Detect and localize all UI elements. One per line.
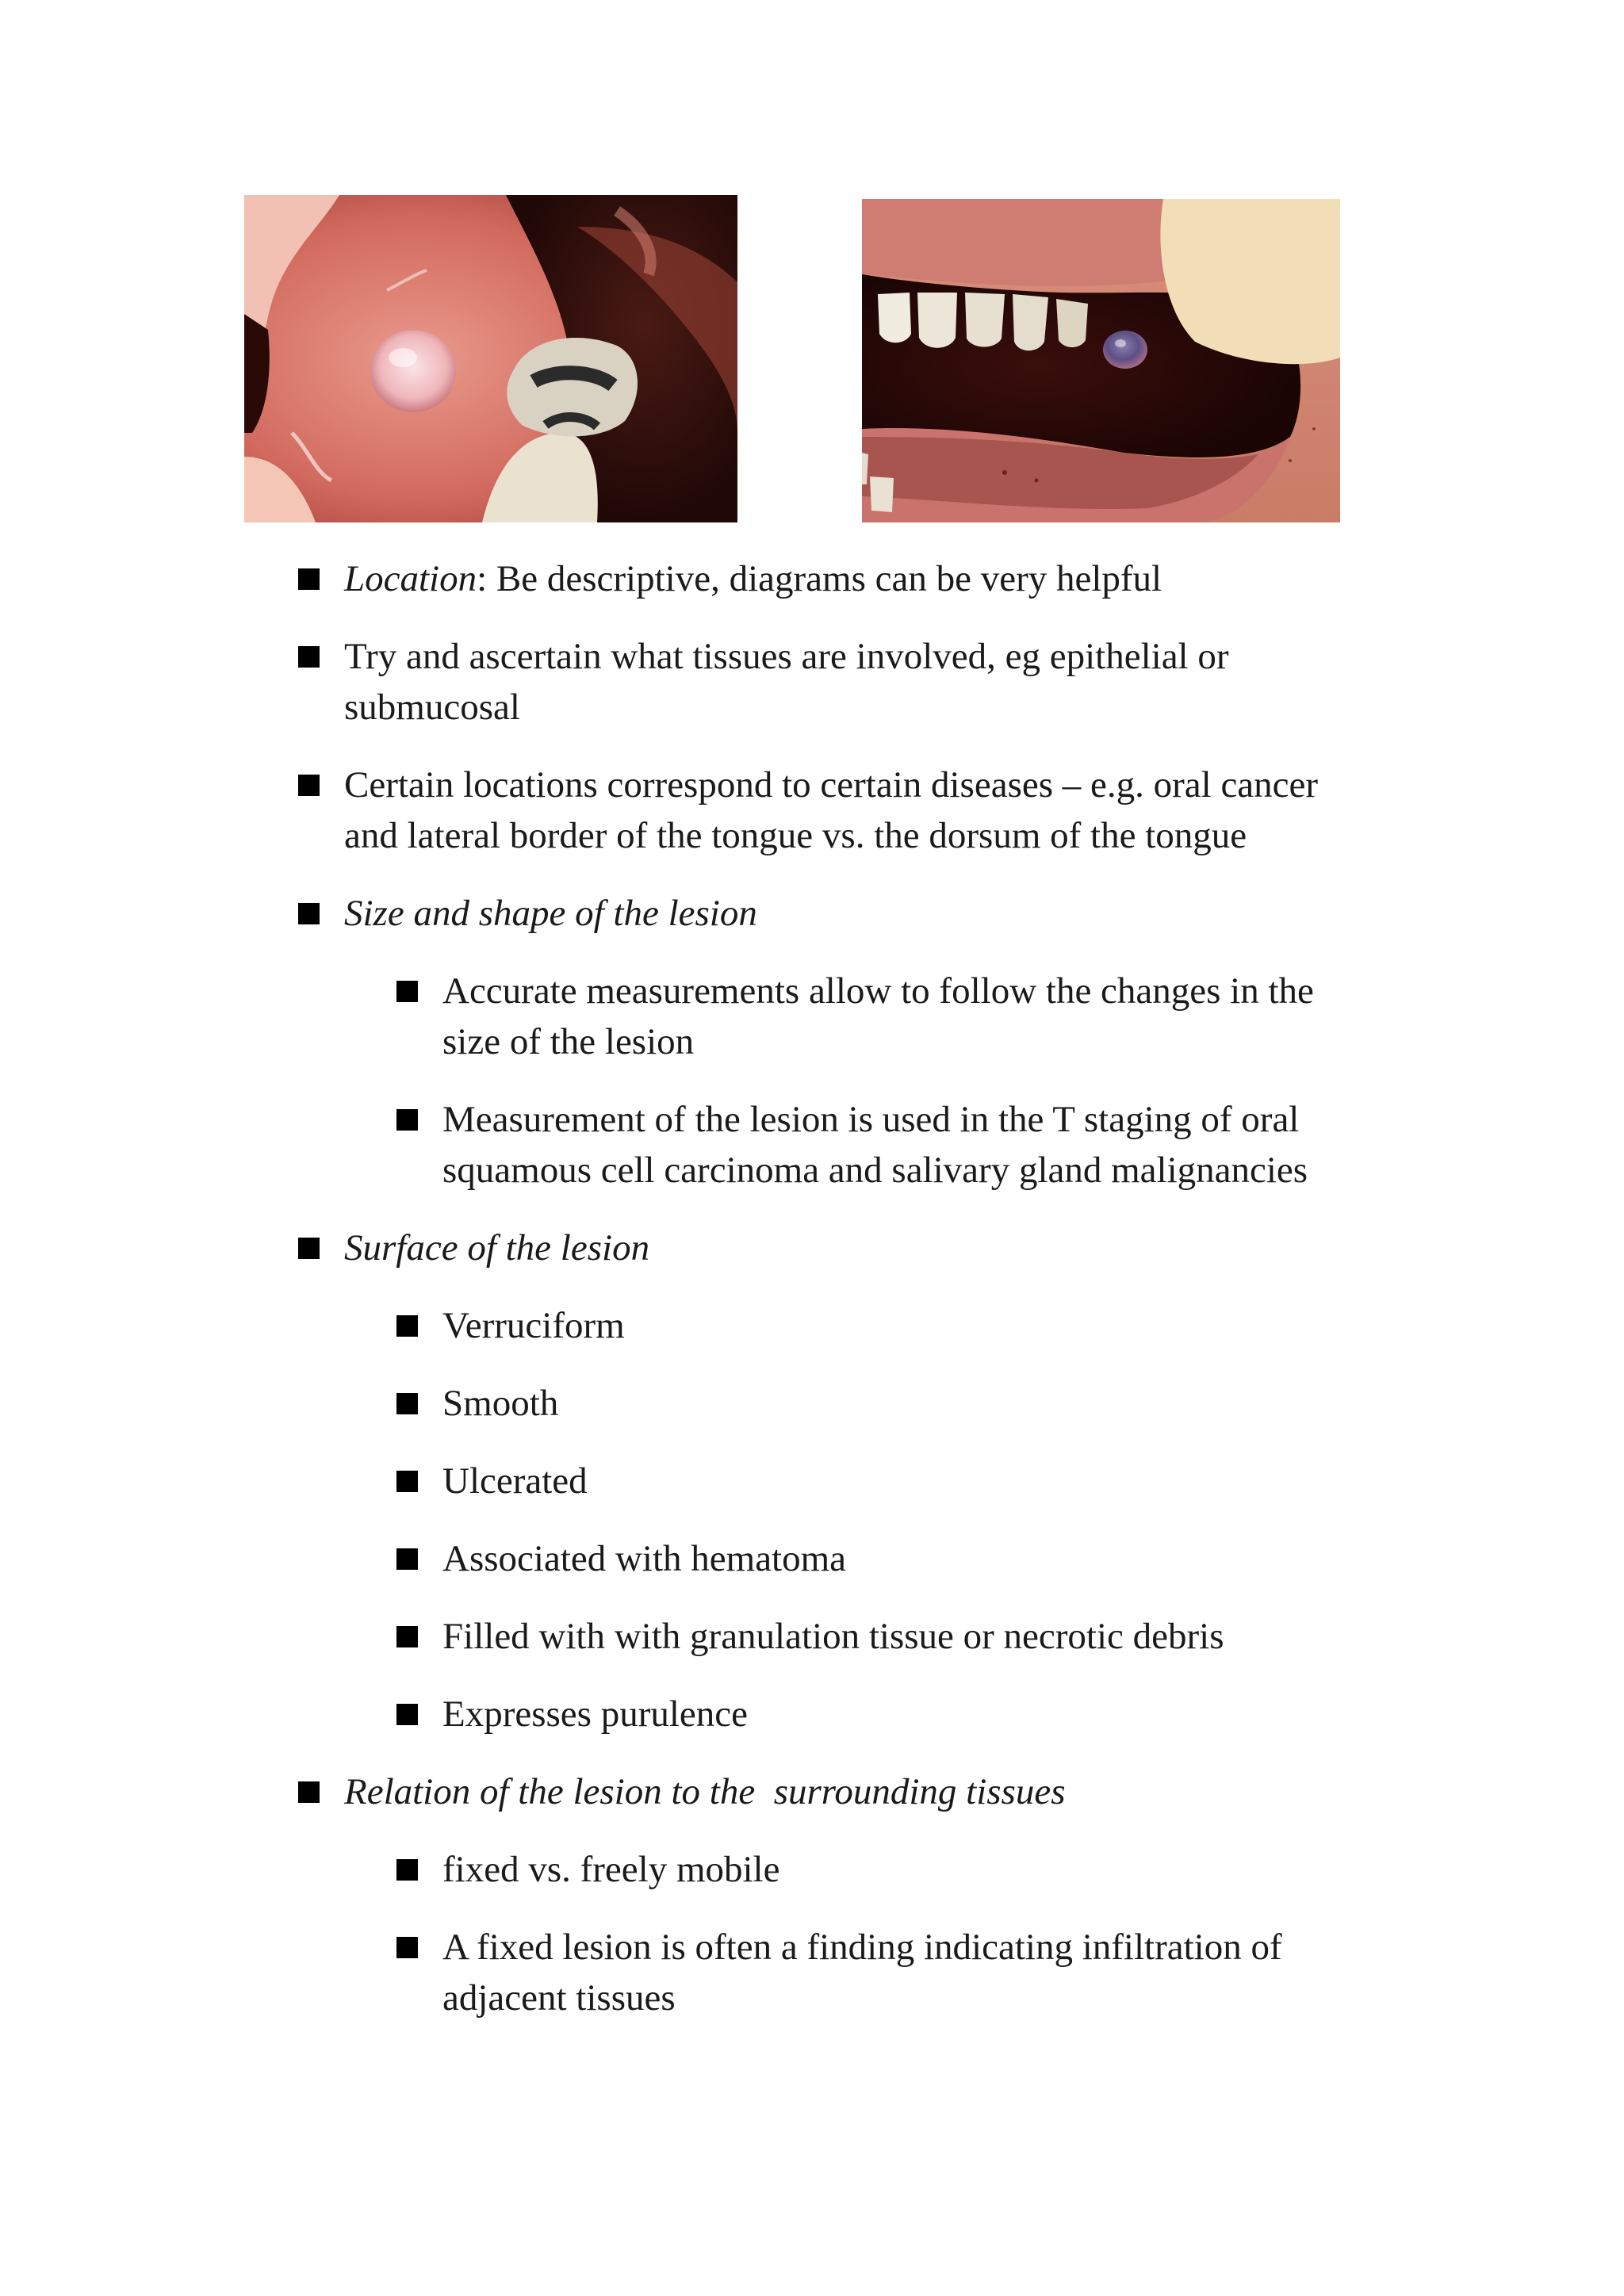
list-subitem (293, 1300, 1372, 1351)
square-bullet-icon (396, 1315, 418, 1337)
item-heading: Size and shape of the lesion (344, 893, 757, 934)
item-text: : Be descriptive, diagrams can be very helpful (477, 558, 1162, 599)
square-bullet-icon (298, 775, 320, 796)
list-subitem (293, 1844, 1372, 1895)
square-bullet-icon (396, 981, 418, 1002)
bullet-list (293, 553, 1372, 2050)
list-subitem (293, 1533, 1372, 1584)
list-subitem (293, 1922, 1372, 2023)
square-bullet-icon (396, 1626, 418, 1647)
item-text: Verruciform (442, 1305, 625, 1346)
list-subitem (293, 1378, 1372, 1429)
item-text: A fixed lesion is often a finding indicating infiltration of adjacent tissues (442, 1927, 1282, 2019)
item-text: Certain locations correspond to certain diseases – e.g. oral cancer and lateral border of the tongue vs. the dorsum of the tongue (344, 764, 1319, 856)
buccal-lesion-image (244, 195, 737, 522)
list-item (293, 760, 1372, 861)
list-item (293, 1223, 1372, 1273)
square-bullet-icon (298, 568, 320, 590)
square-bullet-icon (396, 1393, 418, 1414)
square-bullet-icon (298, 903, 320, 924)
lip-lesion-image (862, 199, 1340, 522)
item-text: Try and ascertain what tissues are involved, eg epithelial or submucosal (344, 636, 1229, 728)
square-bullet-icon (396, 1109, 418, 1131)
square-bullet-icon (298, 646, 320, 668)
item-text: fixed vs. freely mobile (442, 1849, 780, 1890)
item-heading: Relation of the lesion to the surrounding tissues (344, 1771, 1066, 1812)
list-subitem (293, 1611, 1372, 1662)
item-text: Measurement of the lesion is used in the T staging of oral squamous cell carcinoma and salivary gland malignancies (442, 1099, 1308, 1191)
square-bullet-icon (396, 1859, 418, 1881)
list-subitem (293, 1094, 1372, 1196)
oral-lesion-lip-photo (862, 199, 1340, 522)
item-text: Associated with hematoma (442, 1538, 847, 1579)
square-bullet-icon (298, 1238, 320, 1259)
square-bullet-icon (396, 1548, 418, 1570)
list-item (293, 1766, 1372, 1817)
square-bullet-icon (396, 1471, 418, 1492)
item-heading: Surface of the lesion (344, 1227, 650, 1269)
list-item (293, 888, 1372, 939)
list-subitem (293, 1456, 1372, 1506)
item-lead: Location (344, 558, 477, 599)
item-text: Smooth (442, 1383, 559, 1424)
list-subitem (293, 1689, 1372, 1739)
list-subitem (293, 966, 1372, 1067)
square-bullet-icon (396, 1704, 418, 1725)
item-text: Filled with with granulation tissue or necrotic debris (442, 1616, 1224, 1657)
list-item (293, 553, 1372, 604)
item-text: Accurate measurements allow to follow the changes in the size of the lesion (442, 970, 1314, 1062)
oral-lesion-buccal-mucosa-photo (244, 195, 737, 522)
item-text: Ulcerated (442, 1460, 588, 1502)
square-bullet-icon (396, 1937, 418, 1958)
square-bullet-icon (298, 1781, 320, 1803)
item-text: Expresses purulence (442, 1693, 748, 1735)
list-item (293, 631, 1372, 733)
